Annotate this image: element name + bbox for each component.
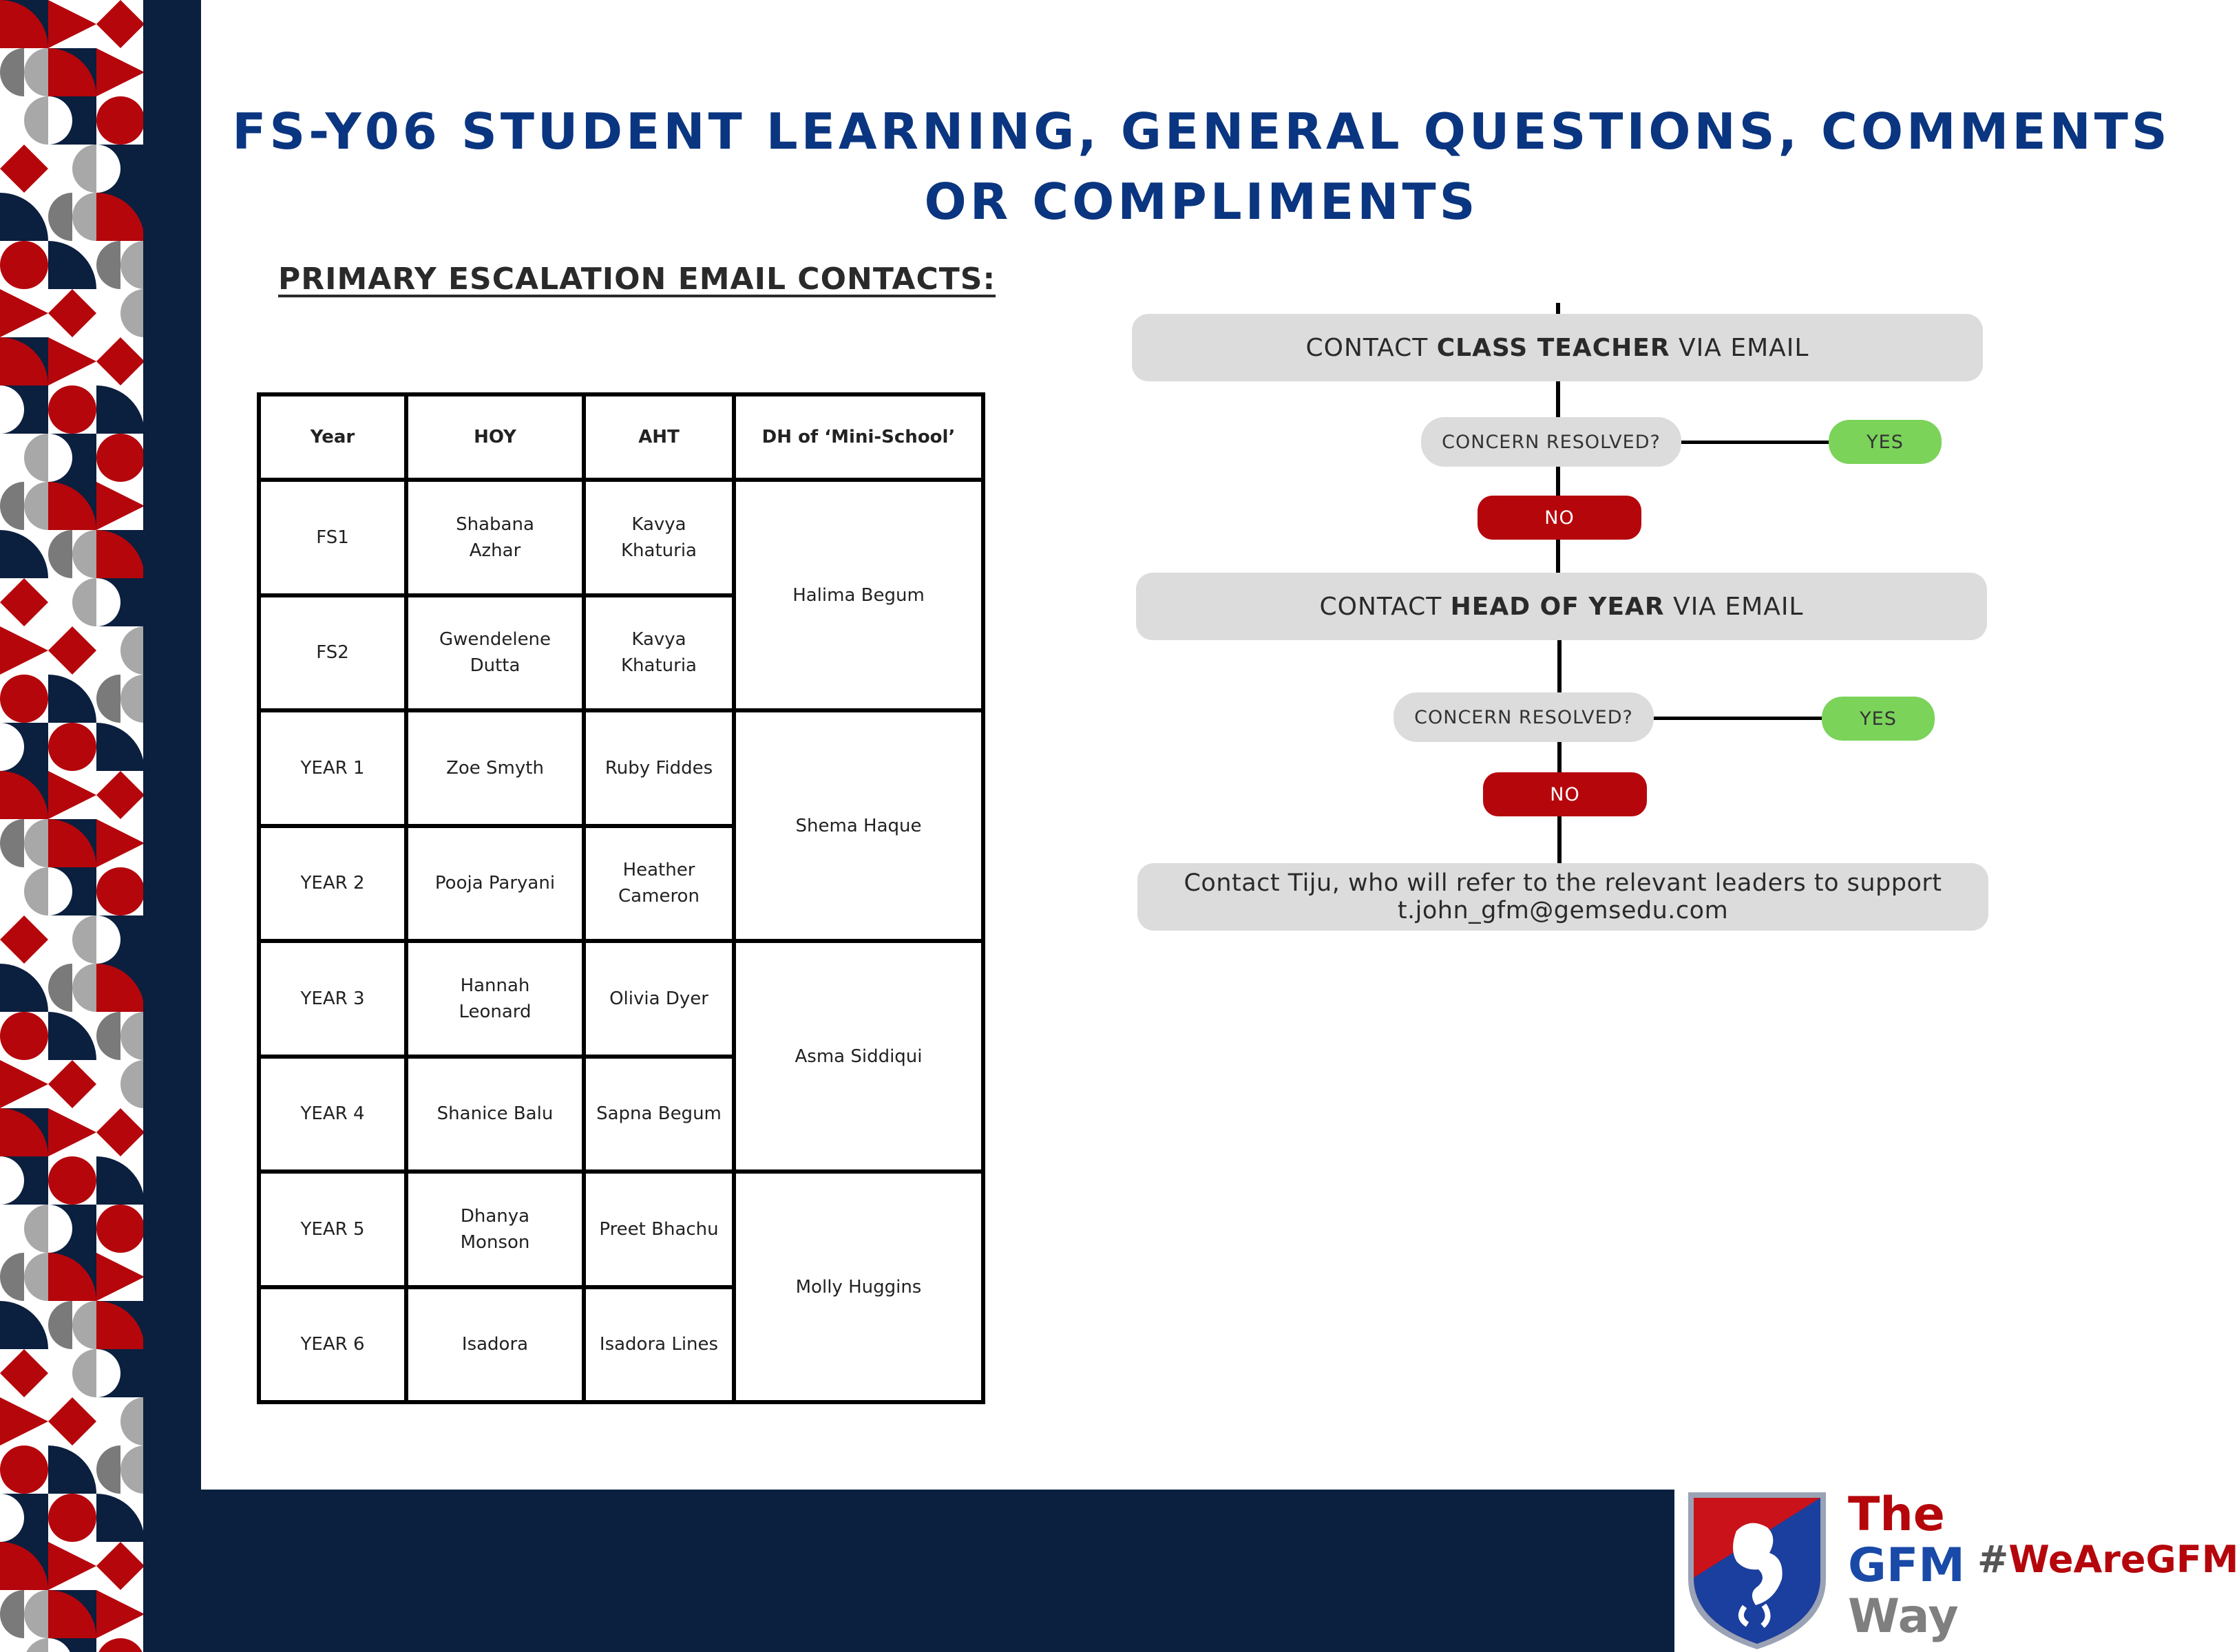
- hoy-cell: [406, 710, 584, 826]
- pattern-shape: [48, 1542, 96, 1590]
- hoy-cell: [406, 595, 584, 711]
- connector-line: [1680, 441, 1845, 444]
- pattern-shape: [0, 1253, 24, 1301]
- pattern-shape: [24, 1205, 48, 1253]
- navy-side-bar: [143, 0, 201, 1652]
- aht-name: Olivia Dyer: [609, 988, 708, 1009]
- pattern-shape: [120, 241, 145, 289]
- pattern-shape: [48, 337, 96, 385]
- step3-email: t.john_gfm@gemsedu.com: [1397, 897, 1729, 924]
- pattern-shape: [24, 96, 48, 145]
- logo-gfm: GFM: [1848, 1538, 1965, 1593]
- no-badge-2: NO: [1483, 772, 1647, 816]
- logo-area: [1674, 1487, 2239, 1652]
- pattern-shape: [48, 1108, 96, 1156]
- pattern-shape: [72, 915, 96, 964]
- dh-cell: Halima Begum: [734, 480, 983, 710]
- table-row: [259, 1172, 983, 1287]
- pattern-shape: [72, 530, 96, 578]
- pattern-shape: [24, 1638, 48, 1652]
- hashtag-word: WeAreGFM: [2008, 1538, 2239, 1581]
- yes-badge-2: YES: [1822, 697, 1935, 741]
- pattern-shape: [0, 1397, 48, 1446]
- hoy-name: Shanice Balu: [437, 1103, 554, 1125]
- dh-cell: Shema Haque: [734, 710, 983, 941]
- hoy-name: Isadora: [461, 1334, 529, 1355]
- pattern-shape: [120, 675, 145, 723]
- pattern-shape: [120, 1397, 145, 1446]
- aht-name: Ruby Fiddes: [605, 757, 713, 779]
- pattern-shape: [48, 1494, 96, 1542]
- pattern-shape: [0, 48, 24, 96]
- hoy-cell: [406, 1287, 584, 1403]
- pattern-shape: [24, 434, 48, 482]
- yes-badge-1: YES: [1829, 420, 1942, 464]
- year-cell: FS1: [259, 480, 406, 595]
- aht-cell: [584, 480, 734, 595]
- step2-prefix: CONTACT: [1319, 592, 1451, 621]
- pattern-shape: [0, 1590, 24, 1638]
- pattern-shape: [48, 1446, 96, 1494]
- pattern-shape: [96, 1446, 120, 1494]
- year-cell: YEAR 6: [259, 1287, 406, 1403]
- aht-name: Preet Bhachu: [599, 1218, 719, 1240]
- aht-cell: [584, 595, 734, 711]
- pattern-shape: [0, 626, 48, 675]
- pattern-shape: [48, 193, 72, 241]
- year-cell: YEAR 5: [259, 1172, 406, 1287]
- pattern-shape: [96, 482, 145, 530]
- pattern-shape: [48, 771, 96, 819]
- decorative-pattern-strip: [0, 0, 143, 1652]
- hashtag: [1977, 1538, 2239, 1581]
- aht-cell: [584, 941, 734, 1057]
- pattern-shape: [48, 964, 72, 1012]
- pattern-shape: [0, 915, 48, 964]
- pattern-shape: [96, 337, 145, 385]
- pattern-shape: [72, 964, 96, 1012]
- pattern-shape: [0, 675, 48, 723]
- aht-cell: [584, 1057, 734, 1172]
- step-contact-head-of-year: [1136, 573, 1987, 640]
- page-title: FS-Y06 STUDENT LEARNING, GENERAL QUESTIONS, COMMENTS OR COMPLIMENTS: [232, 103, 2171, 231]
- pattern-shape: [48, 626, 96, 675]
- pattern-shape: [72, 193, 96, 241]
- dh-cell: Molly Huggins: [734, 1172, 983, 1402]
- pattern-shape: [96, 1590, 145, 1638]
- pattern-shape: [72, 145, 96, 193]
- hoy-cell: [406, 1057, 584, 1172]
- aht-cell: [584, 710, 734, 826]
- step2-suffix: VIA EMAIL: [1664, 592, 1804, 621]
- pattern-shape: [96, 1156, 145, 1205]
- pattern-shape: [0, 819, 24, 867]
- header-dh-mini-school: DH of ‘Mini-School’: [734, 394, 983, 480]
- pattern-shape: [48, 1156, 96, 1205]
- pattern-shape: [48, 723, 96, 771]
- pattern-shape: [48, 1397, 96, 1446]
- pattern-shape: [96, 1253, 145, 1301]
- table-row: [259, 480, 983, 595]
- pattern-shape: [96, 0, 145, 48]
- aht-name: Kavya Khaturia: [621, 513, 697, 561]
- pattern-shape: [72, 578, 96, 626]
- table-header-row: [259, 394, 983, 480]
- step-contact-tiju: [1137, 863, 1988, 931]
- question-concern-resolved-2: CONCERN RESOLVED?: [1394, 692, 1654, 742]
- hoy-cell: [406, 941, 584, 1057]
- pattern-shape: [96, 867, 145, 915]
- pattern-shape: [0, 1012, 48, 1060]
- pattern-shape: [96, 96, 145, 145]
- pattern-shape: [96, 434, 145, 482]
- pattern-shape: [24, 48, 48, 96]
- aht-name: Sapna Begum: [596, 1103, 722, 1125]
- lion-crest-icon: [1681, 1490, 1833, 1652]
- pattern-shape: [96, 1494, 145, 1542]
- pattern-shape: [48, 675, 96, 723]
- pattern-shape: [96, 241, 120, 289]
- pattern-shape: [96, 771, 145, 819]
- step1-bold: CLASS TEACHER: [1436, 333, 1670, 362]
- no-badge-1: NO: [1478, 496, 1641, 540]
- hoy-name: Dhanya Monson: [460, 1205, 530, 1253]
- escalation-contacts-table: [257, 392, 985, 1404]
- pattern-shape: [96, 48, 145, 96]
- hoy-cell: [406, 480, 584, 595]
- escalation-flowchart: [1115, 303, 2079, 957]
- pattern-shape: [96, 1108, 145, 1156]
- pattern-shape: [120, 1012, 145, 1060]
- pattern-shape: [48, 289, 96, 337]
- pattern-shape: [0, 145, 48, 193]
- dh-cell: Asma Siddiqui: [734, 941, 983, 1172]
- aht-cell: [584, 1172, 734, 1287]
- hoy-name: Gwendelene Dutta: [439, 629, 551, 677]
- pattern-shape: [0, 964, 48, 1012]
- hashtag-sign: #: [1977, 1538, 2009, 1581]
- pattern-shape: [96, 1542, 145, 1590]
- pattern-shape: [24, 1590, 48, 1638]
- pattern-shape: [96, 385, 145, 434]
- pattern-shape: [96, 819, 145, 867]
- navy-bottom-band: [143, 1490, 1674, 1652]
- logo-way: Way: [1848, 1589, 1959, 1644]
- aht-cell: [584, 826, 734, 942]
- pattern-shape: [24, 819, 48, 867]
- step3-text: Contact Tiju, who will refer to the relevant leaders to support: [1184, 869, 1942, 897]
- pattern-shape: [0, 1446, 48, 1494]
- header-aht: AHT: [584, 394, 734, 480]
- pattern-shape: [0, 530, 48, 578]
- pattern-shape: [0, 193, 48, 241]
- table-row: [259, 941, 983, 1057]
- pattern-shape: [48, 1301, 72, 1349]
- pattern-shape: [120, 1446, 145, 1494]
- pattern-shape: [48, 1012, 96, 1060]
- pattern-shape: [96, 1638, 145, 1652]
- step2-bold: HEAD OF YEAR: [1450, 592, 1665, 621]
- step1-suffix: VIA EMAIL: [1670, 333, 1809, 362]
- pattern-shape: [0, 1301, 48, 1349]
- pattern-shape: [0, 482, 24, 530]
- pattern-shape: [72, 1349, 96, 1397]
- pattern-shape: [24, 482, 48, 530]
- year-cell: YEAR 4: [259, 1057, 406, 1172]
- pattern-shape: [72, 1301, 96, 1349]
- year-cell: YEAR 1: [259, 710, 406, 826]
- year-cell: YEAR 3: [259, 941, 406, 1057]
- question-concern-resolved-1: CONCERN RESOLVED?: [1421, 417, 1681, 467]
- pattern-shape: [120, 289, 145, 337]
- year-cell: YEAR 2: [259, 826, 406, 942]
- pattern-shape: [48, 385, 96, 434]
- pattern-shape: [48, 530, 72, 578]
- aht-name: Kavya Khaturia: [621, 629, 697, 677]
- table-row: [259, 710, 983, 826]
- pattern-shape: [48, 1060, 96, 1108]
- hoy-name: Zoe Smyth: [446, 757, 544, 779]
- pattern-shape: [0, 578, 48, 626]
- pattern-shape: [96, 723, 145, 771]
- pattern-shape: [120, 626, 145, 675]
- hoy-name: Shabana Azhar: [456, 513, 534, 561]
- pattern-shape: [24, 1253, 48, 1301]
- pattern-shape: [0, 1349, 48, 1397]
- pattern-shape: [0, 1060, 48, 1108]
- pattern-shape: [0, 241, 48, 289]
- header-year: Year: [259, 394, 406, 480]
- pattern-shape: [48, 241, 96, 289]
- step1-prefix: CONTACT: [1305, 333, 1437, 362]
- pattern-shape: [48, 0, 96, 48]
- hoy-name: Pooja Paryani: [434, 873, 556, 894]
- logo-the: The: [1848, 1487, 1945, 1542]
- pattern-shape: [24, 867, 48, 915]
- aht-name: Isadora Lines: [599, 1334, 719, 1355]
- section-heading: PRIMARY ESCALATION EMAIL CONTACTS:: [278, 262, 996, 297]
- pattern-shape: [96, 1205, 145, 1253]
- aht-name: Heather Cameron: [618, 860, 700, 907]
- pattern-shape: [120, 1060, 145, 1108]
- connector-line: [1652, 717, 1831, 720]
- year-cell: FS2: [259, 595, 406, 711]
- pattern-shape: [0, 289, 48, 337]
- logo-wordmark: [1848, 1487, 1965, 1644]
- aht-cell: [584, 1287, 734, 1403]
- pattern-shape: [96, 675, 120, 723]
- hoy-cell: [406, 826, 584, 942]
- hoy-cell: [406, 1172, 584, 1287]
- pattern-shape: [96, 1012, 120, 1060]
- header-hoy: HOY: [406, 394, 584, 480]
- hoy-name: Hannah Leonard: [459, 975, 532, 1022]
- step-contact-class-teacher: [1132, 314, 1983, 381]
